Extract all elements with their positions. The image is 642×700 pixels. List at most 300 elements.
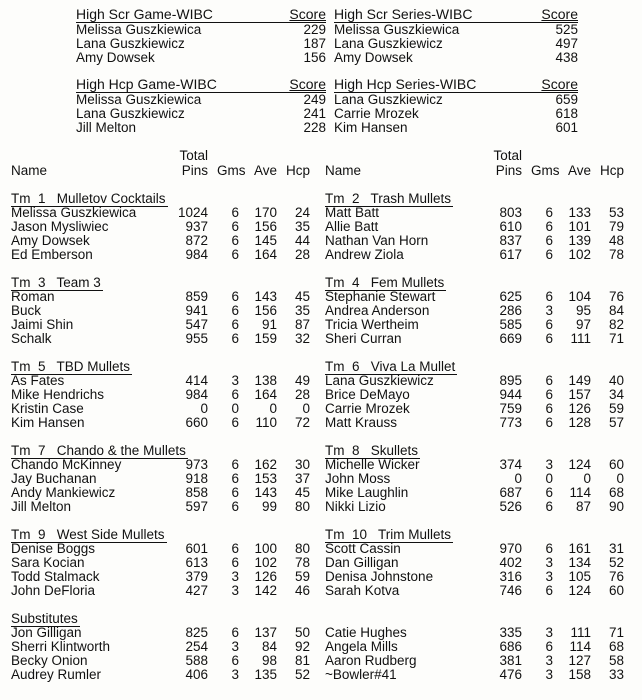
award-high-hcp-game	[76, 77, 326, 135]
spacer	[11, 682, 329, 695]
player-name: Matt Krauss	[325, 415, 398, 430]
player-row	[325, 640, 642, 654]
handicap: 84	[608, 303, 624, 318]
games: 0	[545, 471, 553, 486]
handicap: 76	[608, 289, 624, 304]
average: 143	[254, 289, 277, 304]
award-row	[76, 107, 326, 121]
player-name: Stephanie Stewart	[325, 289, 436, 304]
player-row	[11, 332, 329, 346]
score-value: 525	[555, 22, 578, 37]
total-pins: 613	[185, 555, 208, 570]
bowler-name: Melissa Guszkiewica	[76, 22, 202, 37]
total-pins: 872	[185, 233, 208, 248]
average: 98	[261, 653, 277, 668]
handicap: 32	[294, 331, 310, 346]
handicap: 78	[294, 555, 310, 570]
team-title	[11, 191, 329, 206]
handicap: 57	[608, 415, 624, 430]
games: 3	[545, 555, 553, 570]
header-name: Name	[325, 163, 362, 178]
player-name: Becky Onion	[11, 653, 88, 668]
award-row	[334, 121, 578, 135]
handicap: 72	[294, 415, 310, 430]
handicap: 35	[294, 303, 310, 318]
average: 105	[568, 569, 591, 584]
handicap: 71	[608, 331, 624, 346]
average: 0	[583, 471, 591, 486]
total-pins: 660	[185, 415, 208, 430]
games: 6	[231, 247, 239, 262]
total-pins: 858	[185, 485, 208, 500]
games: 6	[545, 373, 553, 388]
team-name: Tm 2 Trash Mullets	[325, 191, 452, 206]
games: 6	[231, 653, 239, 668]
bowler-name: Amy Dowsek	[334, 50, 413, 65]
games: 6	[231, 387, 239, 402]
spacer	[325, 682, 642, 695]
total-pins: 918	[185, 471, 208, 486]
team-block	[11, 359, 329, 430]
average: 124	[568, 457, 591, 472]
average: 100	[254, 541, 277, 556]
total-pins: 984	[185, 387, 208, 402]
player-name: Lana Guszkiewicz	[325, 373, 434, 388]
games: 6	[545, 219, 553, 234]
handicap: 87	[294, 317, 310, 332]
total-pins: 335	[499, 625, 522, 640]
player-name: Aaron Rudberg	[325, 653, 417, 668]
team-name: Tm 9 West Side Mullets	[11, 527, 165, 542]
bowler-name: Lana Guszkiewicz	[76, 36, 185, 51]
handicap: 90	[608, 499, 624, 514]
total-pins: 316	[499, 569, 522, 584]
award-title: High Hcp Game-WIBC	[76, 76, 217, 92]
team-title	[11, 443, 329, 458]
player-row	[11, 416, 329, 430]
spacer	[11, 346, 329, 359]
average: 134	[568, 555, 591, 570]
player-name: Andy Mankiewicz	[11, 485, 116, 500]
player-row	[11, 206, 329, 220]
team-title	[325, 443, 642, 458]
award-row	[334, 51, 578, 65]
award-row	[76, 23, 326, 37]
average: 128	[568, 415, 591, 430]
header-hcp: Hcp	[286, 163, 311, 178]
player-row	[325, 374, 642, 388]
score-label: Score	[289, 6, 326, 22]
team-name: Substitutes	[11, 611, 78, 626]
total-pins: 669	[499, 331, 522, 346]
player-row	[325, 654, 642, 668]
team-name: Tm 3 Team 3	[11, 275, 101, 290]
spacer	[11, 178, 329, 191]
column-header	[325, 148, 642, 178]
bowler-name: Jill Melton	[76, 120, 137, 135]
team-block	[325, 527, 642, 598]
team-title	[325, 275, 642, 290]
team-name: Tm 5 TBD Mullets	[11, 359, 131, 374]
total-pins: 379	[185, 569, 208, 584]
player-row	[11, 668, 329, 682]
player-name: Kristin Case	[11, 401, 84, 416]
total-pins: 610	[499, 219, 522, 234]
player-row	[325, 234, 642, 248]
bowler-name: Melissa Guszkiewica	[76, 92, 202, 107]
total-pins: 414	[185, 373, 208, 388]
player-name: Angela Mills	[325, 639, 398, 654]
score-value: 228	[303, 120, 326, 135]
average: 87	[575, 499, 591, 514]
player-name: As Fates	[11, 373, 65, 388]
average: 102	[568, 247, 591, 262]
games: 6	[545, 401, 553, 416]
handicap: 28	[294, 387, 310, 402]
award-row	[76, 37, 326, 51]
team-block	[11, 275, 329, 346]
player-row	[325, 290, 642, 304]
total-pins: 973	[185, 457, 208, 472]
total-pins: 687	[499, 485, 522, 500]
player-row	[11, 472, 329, 486]
average: 84	[261, 639, 277, 654]
player-name: Denisa Johnstone	[325, 569, 434, 584]
games: 6	[231, 331, 239, 346]
player-row	[11, 654, 329, 668]
player-name: Melissa Guszkiewica	[11, 205, 137, 220]
team-title	[325, 527, 642, 542]
average: 157	[568, 387, 591, 402]
player-row	[11, 388, 329, 402]
handicap: 80	[294, 499, 310, 514]
handicap: 53	[608, 205, 624, 220]
player-name: Denise Boggs	[11, 541, 96, 556]
player-row	[11, 458, 329, 472]
team-title	[325, 611, 642, 626]
player-name: Mike Hendrichs	[11, 387, 105, 402]
total-pins: 825	[185, 625, 208, 640]
player-row	[11, 486, 329, 500]
average: 153	[254, 471, 277, 486]
player-name: Audrey Rumler	[11, 667, 102, 682]
games: 6	[231, 499, 239, 514]
total-pins: 402	[499, 555, 522, 570]
player-name: Mike Laughlin	[325, 485, 409, 500]
average: 126	[568, 401, 591, 416]
total-pins: 617	[499, 247, 522, 262]
team-name: Tm 1 Mulletov Cocktails	[11, 191, 166, 206]
player-row	[11, 640, 329, 654]
score-value: 618	[555, 106, 578, 121]
player-row	[11, 248, 329, 262]
games: 6	[231, 289, 239, 304]
games: 6	[545, 205, 553, 220]
player-row	[325, 248, 642, 262]
team-block	[11, 191, 329, 262]
average: 156	[254, 303, 277, 318]
player-name: Tricia Wertheim	[325, 317, 419, 332]
handicap: 35	[294, 219, 310, 234]
header-gms: Gms	[217, 163, 246, 178]
spacer	[325, 598, 642, 611]
total-pins: 1024	[177, 205, 208, 220]
player-name: Buck	[11, 303, 42, 318]
player-row	[325, 542, 642, 556]
team-name	[325, 611, 327, 626]
games: 3	[545, 569, 553, 584]
player-row	[11, 234, 329, 248]
team-block	[325, 359, 642, 430]
average: 133	[568, 205, 591, 220]
score-value: 601	[555, 120, 578, 135]
handicap: 59	[294, 569, 310, 584]
games: 6	[545, 583, 553, 598]
award-title: High Scr Series-WIBC	[334, 6, 473, 22]
handicap: 45	[294, 485, 310, 500]
games: 6	[545, 289, 553, 304]
player-row	[325, 556, 642, 570]
average: 135	[254, 667, 277, 682]
bowler-name: Lana Guszkiewicz	[334, 36, 443, 51]
games: 6	[231, 485, 239, 500]
player-row	[11, 290, 329, 304]
total-pins: 547	[185, 317, 208, 332]
player-name: Nikki Lizio	[325, 499, 386, 514]
player-row	[325, 458, 642, 472]
team-block	[325, 275, 642, 346]
handicap: 78	[608, 247, 624, 262]
bowler-name: Kim Hansen	[334, 120, 408, 135]
spacer	[11, 430, 329, 443]
average: 99	[261, 499, 277, 514]
average: 159	[254, 331, 277, 346]
handicap: 80	[294, 541, 310, 556]
player-name: Chando McKinney	[11, 457, 122, 472]
player-row	[325, 668, 642, 682]
spacer	[325, 178, 642, 191]
bowler-name: Lana Guszkiewicz	[334, 92, 443, 107]
bowler-name: Carrie Mrozek	[334, 106, 419, 121]
award-header	[76, 7, 326, 23]
award-title: High Scr Game-WIBC	[76, 6, 213, 22]
award-high-scr-series	[334, 7, 578, 65]
team-title	[325, 359, 642, 374]
player-name: Catie Hughes	[325, 625, 407, 640]
bowler-name: Amy Dowsek	[76, 50, 155, 65]
total-pins: 597	[185, 499, 208, 514]
games: 6	[545, 485, 553, 500]
handicap: 59	[608, 401, 624, 416]
player-name: Jill Melton	[11, 499, 72, 514]
player-name: Roman	[11, 289, 55, 304]
award-high-hcp-series	[334, 77, 578, 135]
header-gms: Gms	[531, 163, 560, 178]
header-ave: Ave	[568, 163, 592, 178]
team-title	[11, 275, 329, 290]
score-value: 156	[303, 50, 326, 65]
average: 139	[568, 233, 591, 248]
player-row	[325, 304, 642, 318]
team-title	[325, 191, 642, 206]
player-name: Jay Buchanan	[11, 471, 97, 486]
score-value: 229	[303, 22, 326, 37]
team-block	[325, 611, 642, 682]
player-name: Andrea Anderson	[325, 303, 430, 318]
games: 6	[231, 415, 239, 430]
player-row	[11, 584, 329, 598]
total-pins: 984	[185, 247, 208, 262]
games: 0	[231, 401, 239, 416]
team-name: Tm 4 Fem Mullets	[325, 275, 445, 290]
total-pins: 585	[499, 317, 522, 332]
award-row	[76, 51, 326, 65]
handicap: 50	[294, 625, 310, 640]
team-name: Tm 7 Chando & the Mullets	[11, 443, 186, 458]
average: 101	[568, 219, 591, 234]
player-row	[325, 388, 642, 402]
award-row	[334, 107, 578, 121]
games: 6	[231, 541, 239, 556]
award-header	[76, 77, 326, 93]
average: 91	[261, 317, 277, 332]
player-row	[325, 486, 642, 500]
games: 3	[545, 625, 553, 640]
total-pins: 0	[514, 471, 522, 486]
average: 104	[568, 289, 591, 304]
player-row	[11, 304, 329, 318]
spacer	[325, 262, 642, 275]
award-row	[334, 23, 578, 37]
handicap: 82	[608, 317, 624, 332]
handicap: 52	[294, 667, 310, 682]
games: 6	[545, 247, 553, 262]
handicap: 0	[302, 401, 310, 416]
spacer	[325, 346, 642, 359]
player-name: Jaimi Shin	[11, 317, 74, 332]
bowler-name: Melissa Guszkiewica	[334, 22, 460, 37]
total-pins: 837	[499, 233, 522, 248]
handicap: 34	[608, 387, 624, 402]
player-name: Kim Hansen	[11, 415, 85, 430]
award-row	[76, 93, 326, 107]
average: 126	[254, 569, 277, 584]
average: 145	[254, 233, 277, 248]
team-title	[11, 527, 329, 542]
games: 6	[545, 317, 553, 332]
average: 137	[254, 625, 277, 640]
player-name: John Moss	[325, 471, 391, 486]
total-pins: 955	[185, 331, 208, 346]
left-standings-column	[11, 148, 329, 695]
total-pins: 773	[499, 415, 522, 430]
handicap: 81	[294, 653, 310, 668]
games: 6	[545, 331, 553, 346]
games: 6	[231, 317, 239, 332]
total-pins: 0	[200, 401, 208, 416]
handicap: 33	[608, 667, 624, 682]
average: 138	[254, 373, 277, 388]
player-row	[11, 500, 329, 514]
team-name: Tm 8 Skullets	[325, 443, 419, 458]
column-header	[11, 148, 329, 178]
total-pins: 286	[499, 303, 522, 318]
handicap: 30	[294, 457, 310, 472]
player-row	[325, 416, 642, 430]
games: 6	[545, 233, 553, 248]
player-row	[325, 206, 642, 220]
score-label: Score	[541, 6, 578, 22]
total-pins: 427	[185, 583, 208, 598]
games: 3	[231, 373, 239, 388]
total-pins: 941	[185, 303, 208, 318]
total-pins: 803	[499, 205, 522, 220]
player-row	[325, 402, 642, 416]
handicap: 48	[608, 233, 624, 248]
player-row	[11, 220, 329, 234]
team-title	[11, 611, 329, 626]
games: 3	[545, 457, 553, 472]
games: 6	[545, 541, 553, 556]
games: 6	[231, 303, 239, 318]
handicap: 49	[294, 373, 310, 388]
average: 142	[254, 583, 277, 598]
player-name: Sarah Kotva	[325, 583, 400, 598]
average: 170	[254, 205, 277, 220]
average: 149	[568, 373, 591, 388]
games: 3	[231, 569, 239, 584]
award-header	[334, 7, 578, 23]
handicap: 44	[294, 233, 310, 248]
player-name: Sheri Curran	[325, 331, 402, 346]
header-total: Total	[179, 148, 208, 163]
handicap: 46	[294, 583, 310, 598]
handicap: 52	[608, 555, 624, 570]
player-row	[11, 556, 329, 570]
award-header	[334, 77, 578, 93]
team-block	[325, 443, 642, 514]
score-value: 659	[555, 92, 578, 107]
player-name: Dan Gilligan	[325, 555, 399, 570]
spacer	[325, 514, 642, 527]
total-pins: 476	[499, 667, 522, 682]
games: 6	[231, 625, 239, 640]
handicap: 68	[608, 485, 624, 500]
player-row	[325, 584, 642, 598]
handicap: 58	[608, 653, 624, 668]
player-row	[325, 500, 642, 514]
handicap: 68	[608, 639, 624, 654]
award-high-scr-game	[76, 7, 326, 65]
score-label: Score	[541, 76, 578, 92]
player-name: Matt Batt	[325, 205, 380, 220]
player-row	[325, 332, 642, 346]
average: 124	[568, 583, 591, 598]
header-hcp: Hcp	[600, 163, 625, 178]
average: 164	[254, 247, 277, 262]
team-block	[11, 527, 329, 598]
games: 6	[545, 639, 553, 654]
team-block	[11, 443, 329, 514]
team-name: Tm 6 Viva La Mullet	[325, 359, 456, 374]
team-block	[11, 611, 329, 682]
total-pins: 526	[499, 499, 522, 514]
average: 114	[569, 485, 591, 500]
games: 6	[545, 415, 553, 430]
handicap: 24	[294, 205, 310, 220]
player-name: ~Bowler#41	[325, 667, 397, 682]
player-row	[325, 626, 642, 640]
